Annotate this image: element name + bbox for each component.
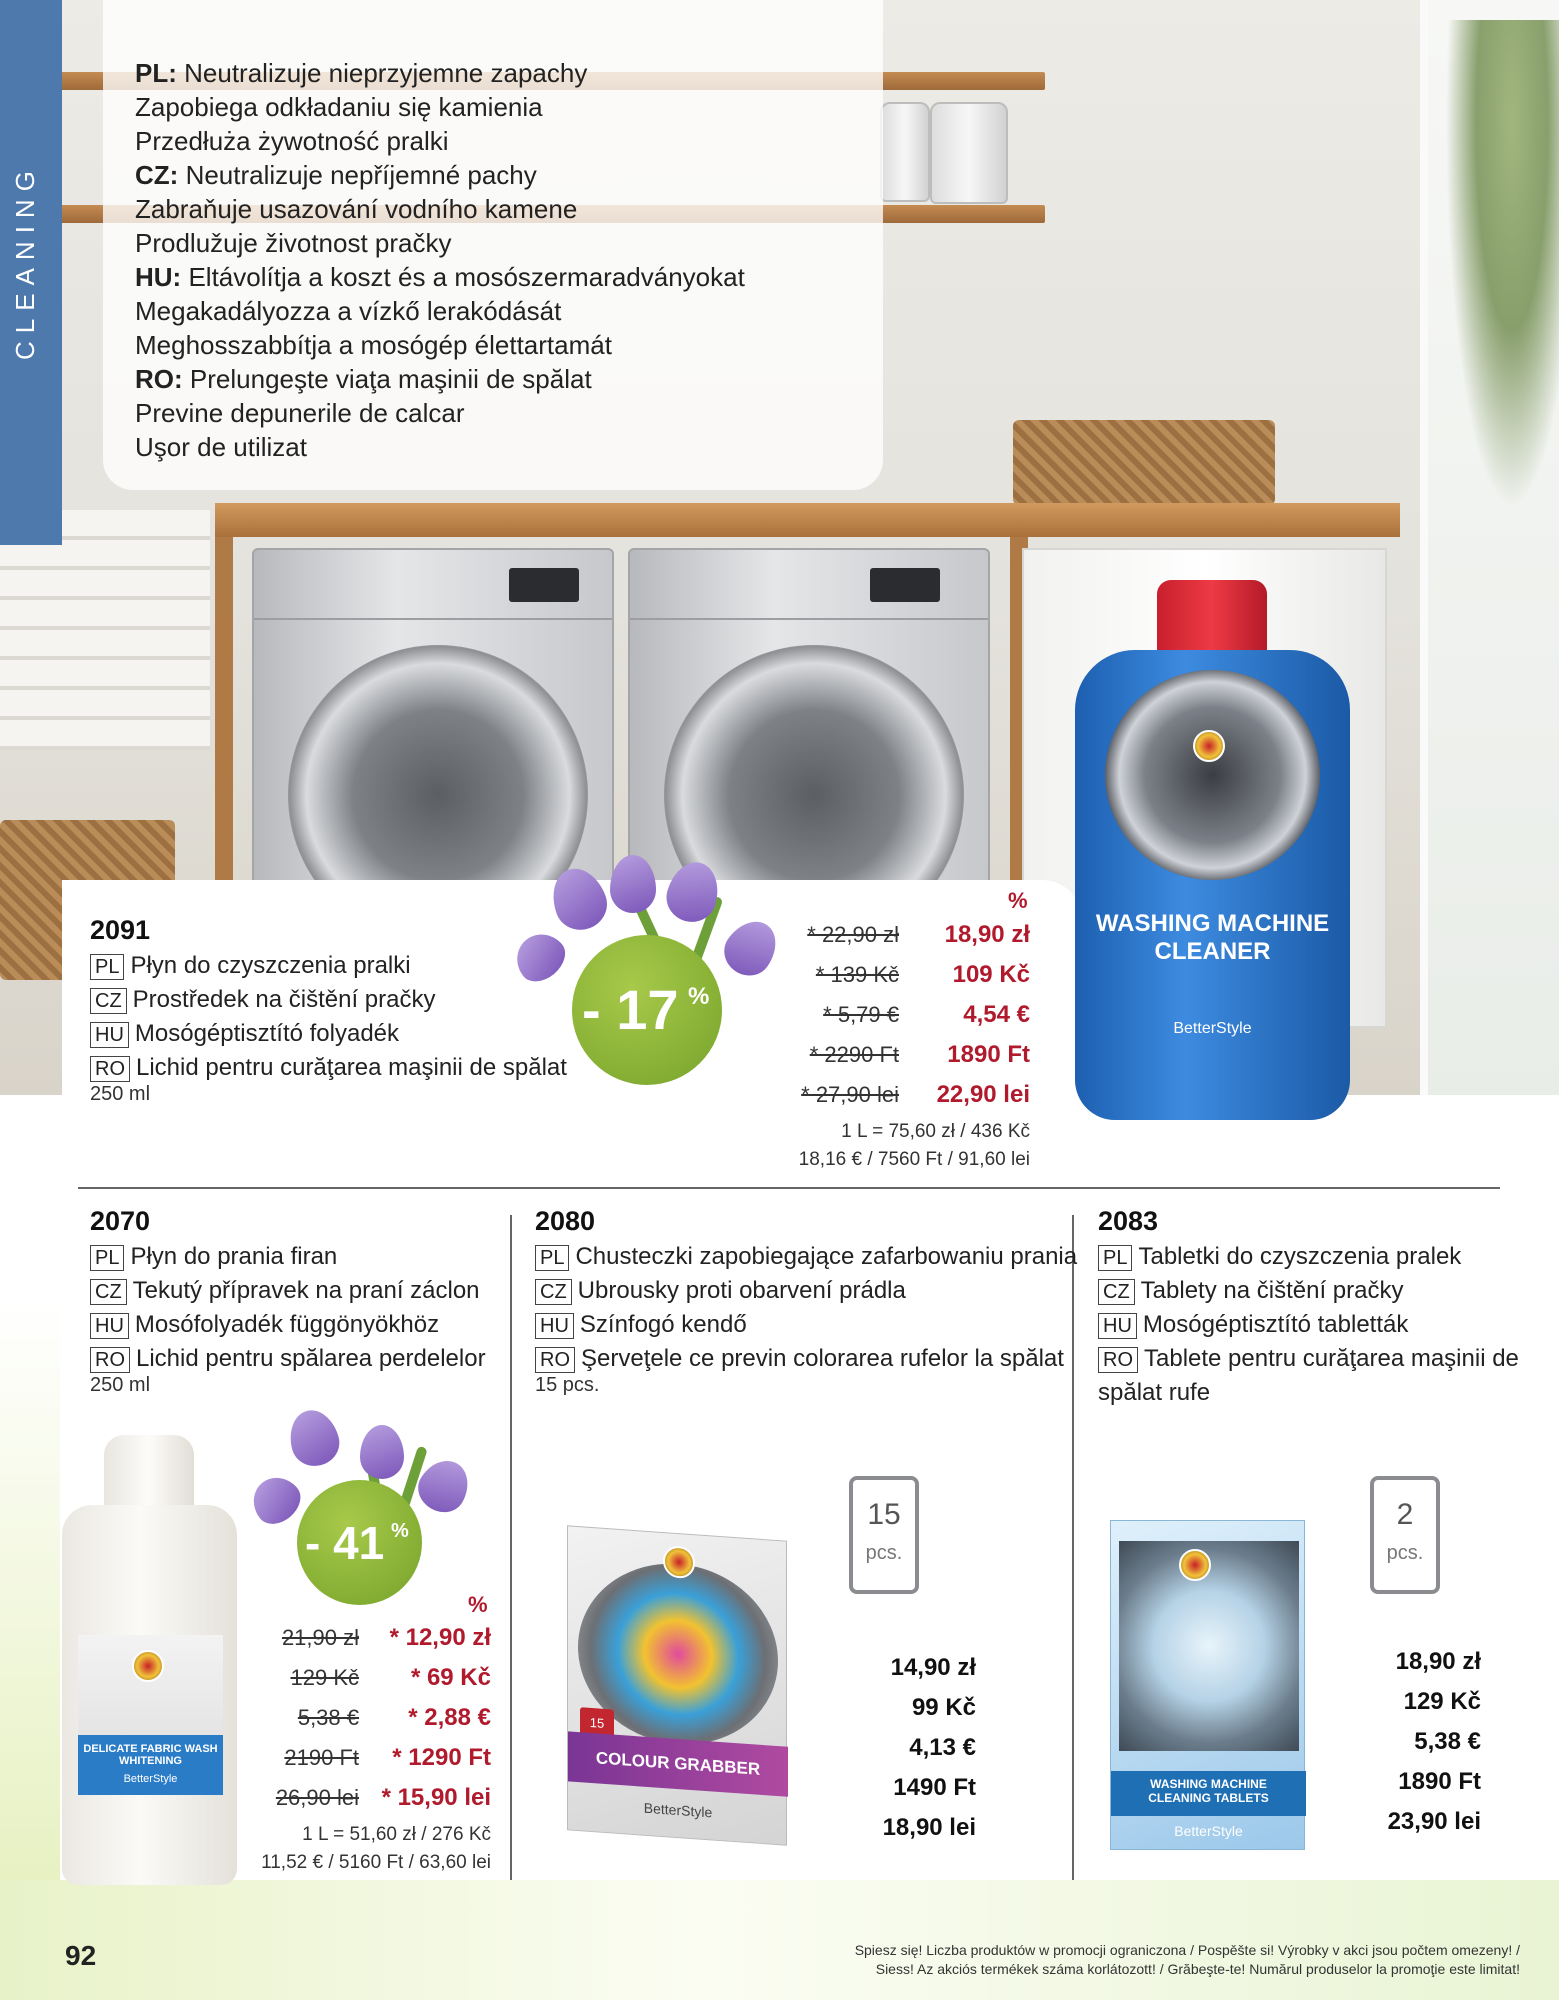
benefit-line: Prodlužuje životnost pračky: [135, 228, 452, 258]
benefit-line: PL: Neutralizuje nieprzyjemne zapachy: [135, 58, 588, 88]
product-code: 2080: [535, 1206, 596, 1236]
decorative-gradient: [0, 1880, 1559, 2000]
old-price: * 2290 Ft: [809, 1042, 899, 1067]
crocus-flower: [243, 1468, 308, 1533]
product-name-pl: PL Tabletki do czyszczenia pralek: [1098, 1243, 1461, 1271]
price: 129 Kč: [1403, 1688, 1481, 1715]
section-tab: [0, 0, 62, 545]
storage-jar: [930, 102, 1008, 204]
towel-stack: [0, 510, 210, 750]
benefit-line: Zapobiega odkładaniu się kamienia: [135, 92, 543, 122]
promo-price: * 2,88 €: [408, 1704, 491, 1731]
product-name-ro: RO Lichid pentru curăţarea maşinii de spălat: [90, 1054, 567, 1082]
product-name-cz: CZ Prostředek na čištění pračky: [90, 986, 435, 1014]
box-label: COLOUR GRABBER: [568, 1731, 788, 1796]
benefit-line: HU: Eltávolítja a koszt és a mosószermaradványokat: [135, 262, 745, 292]
price: 18,90 lei: [882, 1814, 976, 1841]
price: 1890 Ft: [1398, 1768, 1481, 1795]
product-name-hu: HU Mosógéptisztító tabletták: [1098, 1311, 1408, 1339]
brand-seal: [1193, 730, 1225, 762]
product-box-2080: [567, 1525, 787, 1845]
promo-price: 22,90 lei: [936, 1081, 1030, 1108]
column-divider: [510, 1215, 512, 1885]
pieces-tag: 2 pcs.: [1370, 1476, 1440, 1594]
old-price: * 22,90 zł: [807, 922, 899, 947]
brand-logo: BetterStyle: [1174, 1823, 1243, 1839]
benefit-line: RO: Prelungeşte viaţa maşinii de spălat: [135, 364, 592, 394]
old-price: 26,90 lei: [275, 1785, 359, 1810]
bottle-label: WASHING MACHINE CLEANER: [1095, 910, 1330, 965]
basket: [1013, 420, 1275, 505]
benefit-line: Przedłuża żywotność pralki: [135, 126, 449, 156]
section-divider: [78, 1187, 1500, 1189]
brand-logo: BetterStyle: [643, 1799, 713, 1821]
product-volume: 15 pcs.: [535, 1374, 600, 1396]
product-code: 2070: [90, 1206, 151, 1236]
promo-price: * 15,90 lei: [381, 1784, 491, 1811]
product-volume: 250 ml: [90, 1374, 151, 1396]
product-name-hu: HU Színfogó kendő: [535, 1311, 747, 1339]
promo-disclaimer: Spiesz się! Liczba produktów w promocji ograniczona / Pospěšte si! Výrobky v akci jsou počtem omezeny! / Siess! Az akciós termékek száma korlátozott! / Grăbeşte-te! Numărul produselor la promoţie este limitat!: [854, 1942, 1520, 1977]
crocus-flower: [284, 1405, 345, 1472]
product-name-hu: HU Mosófolyadék függönyökhöz: [90, 1311, 439, 1339]
promo-price: 1890 Ft: [947, 1041, 1030, 1068]
old-price: 21,90 zł: [281, 1625, 359, 1650]
discount-badge: - 17 %: [572, 935, 722, 1085]
price: 14,90 zł: [890, 1654, 976, 1681]
product-name-cz: CZ Tablety na čištění pračky: [1098, 1277, 1403, 1305]
old-price: 5,38 €: [297, 1705, 359, 1730]
promo-price: 109 Kč: [952, 961, 1030, 988]
product-name-pl: PL Płyn do czyszczenia pralki: [90, 952, 411, 980]
benefit-line: Megakadályozza a vízkő lerakódását: [135, 296, 562, 326]
product-volume: 250 ml: [90, 1083, 151, 1105]
product-name-pl: PL Chusteczki zapobiegające zafarbowaniu prania: [535, 1243, 1077, 1271]
product-name-cz: CZ Ubrousky proti obarvení prádla: [535, 1277, 906, 1305]
promo-price: * 1290 Ft: [392, 1744, 491, 1771]
page-number: 92: [65, 1940, 97, 1971]
benefits-box: [103, 0, 883, 490]
brand-seal: [132, 1650, 164, 1682]
old-price: 129 Kč: [290, 1665, 359, 1690]
brand-seal: [1179, 1549, 1211, 1581]
product-name-ro-cont: spălat rufe: [1098, 1379, 1211, 1406]
benefit-line: Previne depunerile de calcar: [135, 398, 465, 428]
bottle-label: DELICATE FABRIC WASH WHITENING BetterStyle: [78, 1735, 223, 1795]
pieces-tag: 15 pcs.: [849, 1476, 919, 1594]
old-price: * 5,79 €: [823, 1002, 899, 1027]
unit-price: 1 L = 51,60 zł / 276 Kč: [302, 1824, 491, 1845]
promo-price: 18,90 zł: [944, 921, 1030, 948]
percent-header: %: [468, 1592, 488, 1617]
unit-price: 11,52 € / 5160 Ft / 63,60 lei: [261, 1852, 491, 1873]
product-box-2083: [1110, 1520, 1305, 1850]
product-name-pl: PL Płyn do prania firan: [90, 1243, 337, 1271]
price: 1490 Ft: [893, 1774, 976, 1801]
product-code: 2091: [90, 915, 151, 945]
benefit-line: Uşor de utilizat: [135, 432, 307, 462]
decorative-gradient: [0, 1300, 60, 1880]
unit-price: 1 L = 75,60 zł / 436 Kč: [841, 1121, 1030, 1142]
benefit-line: Zabraňuje usazování vodního kamene: [135, 194, 578, 224]
product-bottle-2091: [1075, 580, 1350, 1120]
price: 4,13 €: [909, 1734, 976, 1761]
pack-count-badge: 15: [580, 1707, 614, 1739]
product-bottle-2070: [62, 1435, 237, 1885]
column-divider: [1072, 1215, 1074, 1885]
storage-jar: [880, 102, 930, 202]
crocus-flower: [360, 1425, 404, 1479]
section-tab-label: CLEANING: [10, 163, 40, 360]
price: 5,38 €: [1414, 1728, 1481, 1755]
box-label: WASHING MACHINE CLEANING TABLETS: [1111, 1771, 1306, 1816]
product-name-ro: RO Şerveţele ce previn colorarea rufelor la spălat: [535, 1345, 1064, 1373]
percent-header: %: [1008, 888, 1028, 913]
benefit-line: Meghosszabbítja a mosógép élettartamát: [135, 330, 612, 360]
plant: [1440, 20, 1559, 540]
product-name-cz: CZ Tekutý přípravek na praní záclon: [90, 1277, 480, 1305]
old-price: * 27,90 lei: [801, 1082, 899, 1107]
promo-price: 4,54 €: [963, 1001, 1030, 1028]
wooden-counter: [215, 503, 1400, 537]
old-price: 2190 Ft: [284, 1745, 359, 1770]
unit-price: 18,16 € / 7560 Ft / 91,60 lei: [798, 1149, 1030, 1170]
product-name-ro: RO Lichid pentru spălarea perdelelor: [90, 1345, 486, 1373]
product-name-hu: HU Mosógéptisztító folyadék: [90, 1020, 399, 1048]
discount-badge: - 41 %: [297, 1480, 422, 1605]
promo-price: * 69 Kč: [410, 1664, 491, 1691]
price: 18,90 zł: [1395, 1648, 1481, 1675]
price: 99 Kč: [911, 1694, 976, 1721]
price: 23,90 lei: [1387, 1808, 1481, 1835]
old-price: * 139 Kč: [815, 962, 899, 987]
brand-logo: BetterStyle: [1173, 1020, 1252, 1037]
product-name-ro: RO Tablete pentru curăţarea maşinii de: [1098, 1345, 1519, 1373]
product-code: 2083: [1098, 1206, 1159, 1236]
promo-price: * 12,90 zł: [389, 1624, 491, 1651]
benefit-line: CZ: Neutralizuje nepříjemné pachy: [135, 160, 537, 190]
